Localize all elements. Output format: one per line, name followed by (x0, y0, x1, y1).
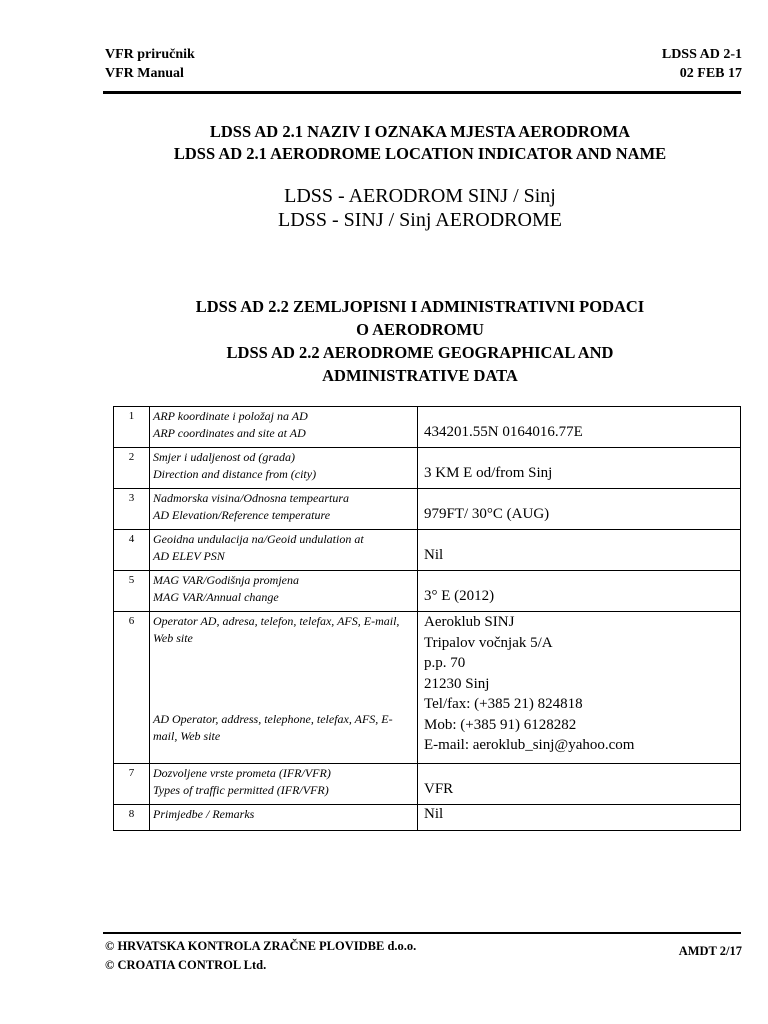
row-label-hr: ARP koordinate i položaj na AD (153, 409, 308, 423)
table-row (114, 571, 741, 612)
row-label (150, 530, 418, 571)
row-label-hr: Dozvoljene vrste prometa (IFR/VFR) (153, 766, 331, 780)
aerodrome-data-table (113, 406, 741, 831)
row-label-en: AD ELEV PSN (153, 549, 225, 563)
row-value (418, 571, 741, 612)
row-label-hr: MAG VAR/Godišnja promjena (153, 573, 299, 587)
row-number: 7 (114, 764, 150, 805)
table-row (114, 530, 741, 571)
row-value-text: 979FT/ 30°C (AUG) (424, 506, 550, 522)
row-value (418, 530, 741, 571)
row-label (150, 612, 418, 764)
label-spacer (153, 647, 414, 711)
row-value-text: Nil (424, 806, 444, 822)
page-date: 02 FEB 17 (679, 66, 742, 81)
operator-mobile: Mob: (+385 91) 6128282 (424, 716, 577, 733)
operator-email: E-mail: aeroklub_sinj@yahoo.com (424, 737, 635, 753)
row-label (150, 764, 418, 805)
header-rule (103, 91, 741, 94)
row-label-hr: Primjedbe / Remarks (153, 807, 255, 821)
footer-rule (103, 932, 741, 934)
header-right (662, 45, 742, 83)
row-value-text: 3° E (2012) (424, 588, 495, 604)
operator-street: Tripalov vočnjak 5/A (424, 634, 553, 651)
aerodrome-name (60, 184, 768, 232)
row-value-text: VFR (424, 781, 454, 797)
row-number: 4 (114, 530, 150, 571)
row-label (150, 489, 418, 530)
table-row (114, 489, 741, 530)
table-row (114, 612, 741, 764)
footer-copyright (105, 937, 416, 975)
row-number: 3 (114, 489, 150, 530)
row-label (150, 448, 418, 489)
row-value-text: Nil (424, 547, 444, 563)
row-label-en: AD Operator, address, telephone, telefax, AFS, E-mail, Web site (153, 712, 393, 743)
row-number: 8 (114, 805, 150, 831)
row-value-text: 3 KM E od/from Sinj (424, 465, 553, 481)
section-1-title-hr: LDSS AD 2.1 NAZIV I OZNAKA MJESTA AERODROMA (209, 122, 631, 141)
section-2-title-line-3: LDSS AD 2.2 AERODROME GEOGRAPHICAL AND (226, 343, 614, 362)
section-1-title-en: LDSS AD 2.1 AERODROME LOCATION INDICATOR AND NAME (173, 144, 667, 163)
row-number: 2 (114, 448, 150, 489)
manual-title-hr: VFR priručnik (105, 47, 195, 62)
operator-name: Aeroklub SINJ (424, 614, 515, 630)
row-label-hr: Geoidna undulacija na/Geoid undulation at (153, 532, 364, 546)
row-label (150, 805, 418, 831)
manual-title-en: VFR Manual (105, 66, 184, 81)
row-label-hr: Operator AD, adresa, telefon, telefax, AFS, E-mail, Web site (153, 614, 400, 645)
section-2-title-line-2: O AERODROMU (356, 320, 484, 339)
row-label (150, 407, 418, 448)
section-2-title (60, 295, 768, 387)
table-row (114, 407, 741, 448)
row-label-hr: Smjer i udaljenost od (grada) (153, 450, 295, 464)
row-label-hr: Nadmorska visina/Odnosna tempeartura (153, 491, 349, 505)
row-value-text: 434201.55N 0164016.77E (424, 424, 583, 440)
table-row (114, 805, 741, 831)
table-row (114, 764, 741, 805)
operator-telfax: Tel/fax: (+385 21) 824818 (424, 696, 583, 712)
section-2-title-line-4: ADMINISTRATIVE DATA (322, 366, 518, 385)
copyright-hr: © HRVATSKA KONTROLA ZRAČNE PLOVIDBE d.o.o. (105, 939, 417, 953)
row-value (418, 805, 741, 831)
amendment-number: AMDT 2/17 (678, 944, 742, 958)
row-label-en: MAG VAR/Annual change (153, 590, 279, 604)
row-value (418, 764, 741, 805)
row-number: 5 (114, 571, 150, 612)
row-label (150, 571, 418, 612)
row-label-en: Direction and distance from (city) (153, 467, 317, 481)
row-value (418, 448, 741, 489)
row-number: 1 (114, 407, 150, 448)
operator-po-box: p.p. 70 (424, 655, 466, 671)
section-2-title-line-1: LDSS AD 2.2 ZEMLJOPISNI I ADMINISTRATIVNI PODACI (195, 297, 645, 316)
page-id: LDSS AD 2-1 (661, 47, 742, 62)
operator-city: 21230 Sinj (424, 675, 490, 692)
copyright-en: © CROATIA CONTROL Ltd. (105, 958, 267, 972)
row-number: 6 (114, 612, 150, 764)
row-label-en: Types of traffic permitted (IFR/VFR) (153, 783, 329, 797)
header-left (105, 45, 195, 83)
aerodrome-name-hr: LDSS - AERODROM SINJ / Sinj (284, 185, 556, 207)
row-label-en: ARP coordinates and site at AD (153, 426, 306, 440)
row-label-en: AD Elevation/Reference temperature (153, 508, 331, 522)
row-value (418, 407, 741, 448)
aerodrome-name-en: LDSS - SINJ / Sinj AERODROME (278, 209, 562, 231)
section-1-title (60, 121, 768, 165)
row-value (418, 612, 741, 764)
table-row (114, 448, 741, 489)
row-value (418, 489, 741, 530)
